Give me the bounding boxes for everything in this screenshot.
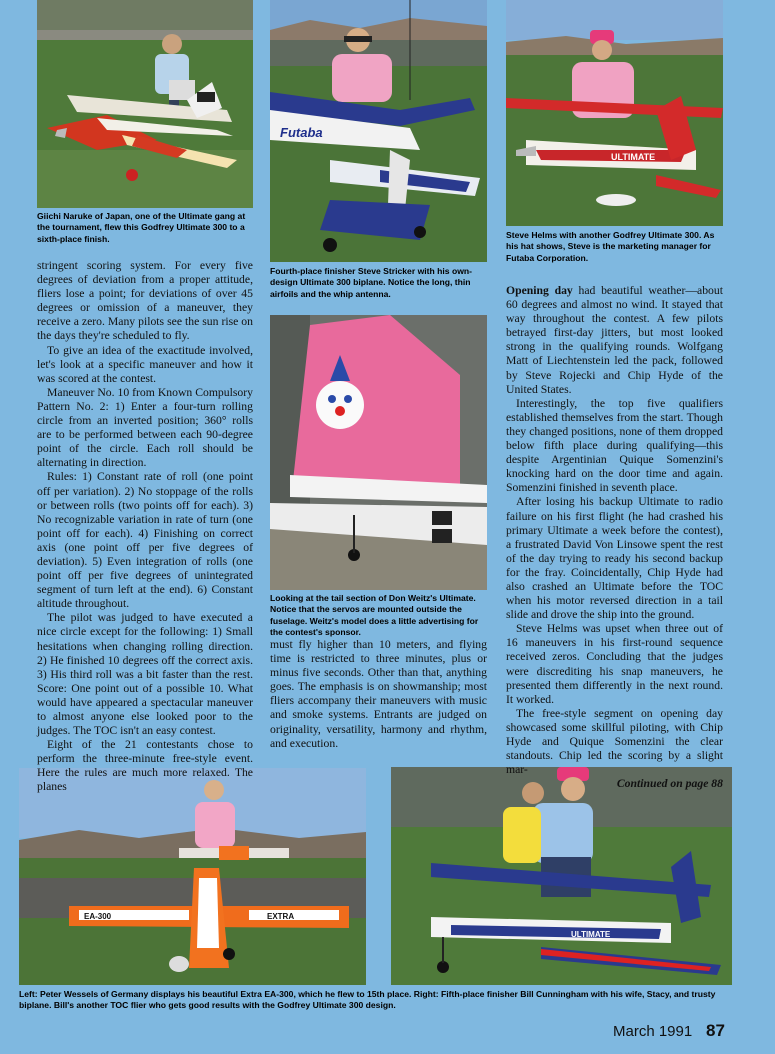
article-paragraph: Interestingly, the top five qualifiers established themselves from the start. Though they changed positions, none of them dropped below fifth place during qualifying—this despite Argentinian Quique Somenzini's knocking hard on the door time and again. Somenzini finished in seventh place. xyxy=(506,396,723,495)
extra-wing-text: EXTRA xyxy=(267,912,295,921)
caption-bottom-photos: Left: Peter Wessels of Germany displays his beautiful Extra EA-300, which he flew to 15th place. Right: Fifth-place finisher Bill Cunningham with his wife, Stacy, and trusty biplane. Bill's another TOC flier who gets good results with the Godfrey Ultimate 300 design. xyxy=(19,989,716,1011)
caption-stricker: Fourth-place finisher Steve Stricker with his own-design Ultimate 300 biplane. Notice the long, thin airfoils and the whip antenna. xyxy=(270,266,472,299)
ea300-wing-text: EA-300 xyxy=(84,912,112,921)
article-column-middle xyxy=(270,638,487,751)
continued-on-page: Continued on page 88 xyxy=(616,777,723,791)
article-paragraph: stringent scoring system. For every five degrees of deviation from a proper attitude, fliers lose a point; for deviations of over 45 degrees or omission of a maneuver, they receive a zero. Many pilots see the sun rise on the days they're scheduled to fly. xyxy=(37,259,253,343)
issue-date: March 1991 xyxy=(613,1023,693,1040)
article-paragraph: Eight of the 21 contestants chose to perform the three-minute free-style event. Here the rules are much more relaxed. The planes xyxy=(37,738,253,794)
photo-naruke-ultimate xyxy=(37,0,253,208)
article-paragraph: To give an idea of the exactitude involved, let's look at a specific maneuver and how it was scored at the contest. xyxy=(37,343,253,385)
article-column-right xyxy=(506,284,723,791)
photo-stricker-biplane xyxy=(270,0,487,262)
article-paragraph: must fly higher than 10 meters, and flying time is restricted to three minutes, plus or minus five seconds. Other than that, anything goes. The emphasis is on showmanship; most fliers accompany their maneuvers with music and smoke systems. Entrants are judged on originality, versatility, harmony and rhythm, and execution. xyxy=(270,638,487,750)
futaba-logo-text: Futaba xyxy=(280,125,323,140)
photo-wessels-extra xyxy=(19,768,366,985)
ultimate-logo-text: ULTIMATE xyxy=(611,152,656,162)
ultimate-fuselage-text: ULTIMATE xyxy=(571,930,611,939)
article-paragraph: Maneuver No. 10 from Known Compulsory Pattern No. 2: 1) Enter a four-turn rolling circle from an inverted position; 360° rolls are to be performed between each 90-degree point of the circle. Each roll should be alternating in direction. xyxy=(37,385,253,470)
caption-weitz: Looking at the tail section of Don Weitz's Ultimate. Notice that the servos are mounted outside the fuselage. Weitz's model does a little advertising for the contest's sponsor. xyxy=(270,593,479,638)
article-paragraph: After losing his backup Ultimate to radio failure on his first flight (he had crashed his primary Ultimate a week before the contest), a frustrated David Von Linsowe spent the rest of the day trying to ready his second backup for the fray. Coincidentally, Chip Hyde had also crashed an Ultimate before the TOC when his motor reversed direction in a tail slide and drove the ship into the ground. xyxy=(506,495,723,622)
article-paragraph: The free-style segment on opening day showcased some skillful piloting, with Chip Hyde and Quique Somenzini the clear standouts. Chip led the scoring by a slight mar- xyxy=(506,706,723,777)
article-paragraph: Steve Helms was upset when three out of 16 maneuvers in his first-round sequence received zeros. Concluding that the judges were discrediting his snap maneuvers, he presented them differently in the next round. It worked. xyxy=(506,622,723,706)
caption-naruke: Giichi Naruke of Japan, one of the Ultimate gang at the tournament, flew this Godfrey Ultimate 300 to a sixth-place finish. xyxy=(37,211,246,244)
article-column-left xyxy=(37,259,253,795)
caption-helms: Steve Helms with another Godfrey Ultimate 300. As his hat shows, Steve is the marketing manager for Futaba Corporation. xyxy=(506,230,715,263)
article-text: had beautiful weather—about 60 degrees and almost no wind. It stayed that way throughout the contest. A few pilots betrayed first-day jitters, but most looked strong in the qualifying rounds. Wolfgang Matt of Liechtenstein led the pack, followed by Steve Rojecki and Chip Hyde of the United States. xyxy=(506,284,723,396)
photo-helms-ultimate xyxy=(506,0,723,226)
article-paragraph: The pilot was judged to have executed a nice circle except for the following: 1) Small hesitations when changing rolling direction. 2) He finished 10 degrees off the correct axis. 3) His third roll was a bit faster than the rest. Score: One point out of a possible 10. What would have appeared a spectacular maneuver to almost anyone else looked poor to the judges. The TOC isn't an easy contest. xyxy=(37,611,253,738)
photo-cunningham-biplane xyxy=(391,767,732,985)
article-paragraph: Rules: 1) Constant rate of roll (one point off per variation). 2) No stoppage of the rolls or between rolls (two points off for each). 3) No recognizable variation in rate of turn (one point off for each). 4) Finishing on correct axis (one point off per five degrees of deviation). 5) Even integration of rolls (one point off per five degrees of unintegrated segment of turn left at the end). 6) Constant altitude throughout. xyxy=(37,470,253,611)
photo-weitz-tail-section xyxy=(270,315,487,590)
section-lead-in: Opening day xyxy=(506,284,573,297)
page-number: 87 xyxy=(706,1021,725,1040)
